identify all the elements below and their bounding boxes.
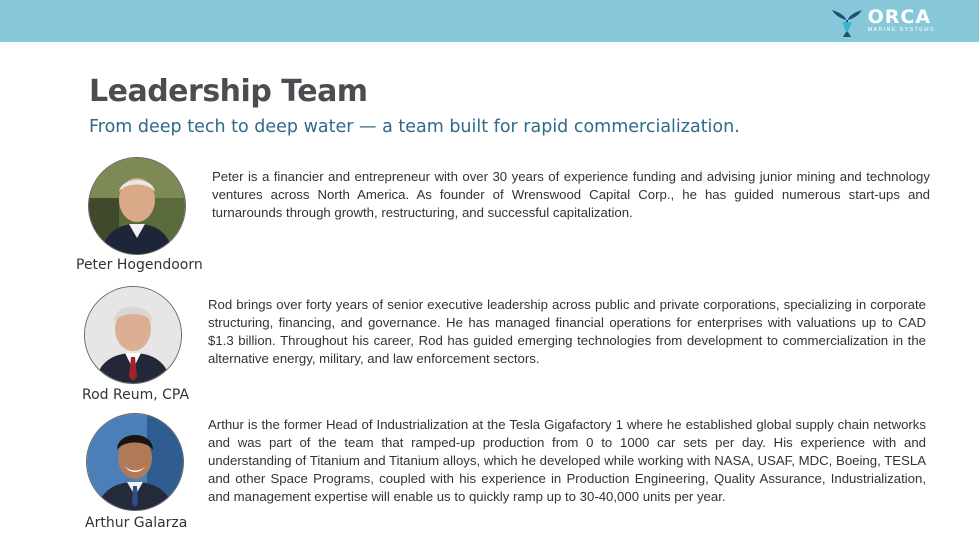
orca-logo <box>830 6 935 38</box>
member-name: Peter Hogendoorn <box>76 257 203 273</box>
brand-subtitle: MARINE SYSTEMS <box>867 27 935 33</box>
whale-tail-icon <box>830 6 864 38</box>
peter-photo <box>88 157 186 255</box>
slide-title: Leadership Team <box>89 74 368 109</box>
member-name: Rod Reum, CPA <box>82 387 190 403</box>
arthur-photo <box>86 413 184 511</box>
brand-name: ORCA <box>867 6 932 28</box>
slide-subtitle: From deep tech to deep water — a team built for rapid commercialization. <box>89 117 740 137</box>
member-name: Arthur Galarza <box>85 515 188 531</box>
rod-photo <box>84 286 182 384</box>
header-bar <box>0 0 979 42</box>
member-bio: Rod brings over forty years of senior executive leadership across public and private corporations, specializing in corporate structuring, financing, and governance. He has managed financial operations for enterprises with valuations up to CAD $1.3 billion. Throughout his career, Rod has guided emerging technologies from development to commercialization in the alternative energy, military, and law enforcement sectors. <box>208 297 926 366</box>
member-bio: Peter is a financier and entrepreneur with over 30 years of experience funding and advising junior mining and technology ventures across North America. As founder of Wrenswood Capital Corp., he has guided numerous start-ups and turnarounds through growth, restructuring, and successful capitalization. <box>212 169 930 220</box>
member-bio: Arthur is the former Head of Industrialization at the Tesla Gigafactory 1 where he established global supply chain networks and was part of the team that ramped-up production from 0 to 1000 car sets per day. His experience with and understanding of Titanium and Titanium alloys, which he developed while working with NASA, USAF, MDC, Boeing, TESLA and other Space Programs, coupled with his experience in Production Engineering, Quality Assurance, Industrialization, and management expertise will enable us to quickly ramp up to 30-40,000 units per year. <box>208 417 926 504</box>
